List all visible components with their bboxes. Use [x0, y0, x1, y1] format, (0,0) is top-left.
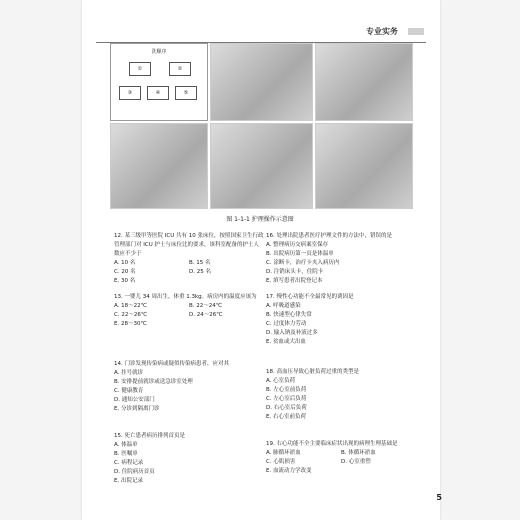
figure-caption: 图 1-1-1 护理操作示意图 — [226, 216, 294, 223]
option: E. 右心室前负荷 — [266, 414, 306, 420]
option: D. 通知公安部门 — [114, 397, 155, 403]
option: A. 10 名 — [114, 260, 136, 266]
option: A. 体温单 — [114, 442, 138, 448]
option: A. 呼吸道感染 — [266, 303, 301, 309]
option: D. 右心室后负荷 — [266, 405, 307, 411]
option: D. 24～26℃ — [189, 312, 223, 318]
question-stem: 15. 死亡患者病历排列首页是 — [114, 433, 185, 439]
diagram-cell-2: ② — [169, 62, 191, 76]
question-14 — [114, 360, 264, 414]
photo-hand-procedure — [110, 123, 208, 209]
option: E. 28～30℃ — [114, 321, 147, 327]
question-19 — [266, 440, 416, 476]
option: C. 病程记录 — [114, 460, 144, 466]
option: E. 分诊到隔离门诊 — [114, 406, 160, 412]
photo-instruments — [315, 123, 413, 209]
option: C. 健康教育 — [114, 388, 144, 394]
question-18 — [266, 368, 416, 422]
question-stem: 18. 高血压导致心脏负荷过重的类型是 — [266, 369, 359, 375]
option: E. 填写患者出院登记本 — [266, 278, 323, 284]
photo-bed-care — [210, 43, 313, 121]
option: C. 过度体力劳动 — [266, 321, 307, 327]
option: A. 肺循环淤血 — [266, 450, 301, 456]
question-stem: 17. 慢性心功能不全最常见的诱因是 — [266, 294, 354, 300]
header-tag — [408, 28, 424, 35]
option: D. 输入钠及补液过多 — [266, 330, 318, 336]
question-stem: 19. 右心功能不全主要临床症状出现的病理生理基础是 — [266, 441, 398, 447]
option: B. 22～24℃ — [189, 303, 222, 309]
section-title: 专业实务 — [366, 27, 398, 36]
option: D. 25 名 — [189, 269, 211, 275]
option: E. 30 名 — [114, 278, 136, 284]
option: A. 心室负荷 — [266, 378, 296, 384]
photo-medication — [315, 43, 413, 121]
question-stem: 12. 某三级甲等医院 ICU 共有 10 张床位，按照国家卫生行政管理部门对 ICU 护士与床位比的要求，该科室配备的护士人数应不少于 — [114, 233, 264, 257]
hand-wash-diagram — [110, 43, 208, 121]
option: A. 整理病历交病案室保存 — [266, 242, 329, 248]
diagram-cell-4: ④ — [147, 86, 169, 100]
option: B. 15 名 — [189, 260, 211, 266]
option: E. 贫血或大出血 — [266, 339, 306, 345]
question-15 — [114, 432, 264, 486]
option: E. 出院记录 — [114, 478, 143, 484]
diagram-cell-1: ① — [129, 62, 151, 76]
diagram-cell-5: ⑤ — [175, 86, 197, 100]
question-17 — [266, 293, 416, 347]
diagram-title: 洗顺序 — [151, 49, 167, 55]
option: B. 左心室前负荷 — [266, 387, 307, 393]
question-16 — [266, 232, 416, 286]
option: B. 出院病历第一页是体温单 — [266, 251, 334, 257]
option: B. 快速型心律失常 — [266, 312, 312, 318]
option: B. 医嘱单 — [114, 451, 138, 457]
option: D. 心室重塑 — [341, 459, 371, 465]
question-stem: 13. 一婴儿 34 周出生，体重 1.3kg。病房内的温度应该为 — [114, 294, 257, 300]
option: D. 注销床头卡，住院卡 — [266, 269, 324, 275]
option: C. 20 名 — [114, 269, 136, 275]
option: C. 心肌损害 — [266, 459, 296, 465]
question-13 — [114, 293, 264, 329]
page-number: 5 — [436, 493, 442, 502]
header — [96, 22, 426, 43]
option: C. 涂断卡，治疗卡夹入病历内 — [266, 260, 340, 266]
option: C. 左心室后负荷 — [266, 396, 307, 402]
option: A. 挂号就诊 — [114, 370, 144, 376]
option: D. 住院病历首页 — [114, 469, 155, 475]
option: C. 22～26℃ — [114, 312, 148, 318]
photo-syringe — [210, 123, 313, 209]
question-12 — [114, 232, 264, 286]
option: B. 安排提前就诊或送急诊室处理 — [114, 379, 193, 385]
option: E. 血流动力学改变 — [266, 468, 312, 474]
question-stem: 14. 门诊发现传染病或疑似传染病患者，应对其 — [114, 361, 229, 367]
option: A. 18～22℃ — [114, 303, 147, 309]
option: B. 体循环淤血 — [341, 450, 376, 456]
diagram-cell-3: ③ — [119, 86, 141, 100]
question-stem: 16. 处理出院患者医疗护理文件的方法中，错误的是 — [266, 233, 392, 239]
